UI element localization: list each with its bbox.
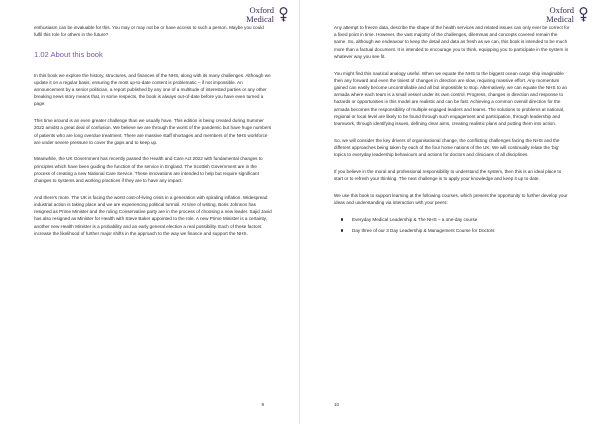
- logo-line1: Oxford: [549, 5, 574, 15]
- right-page: [300, 0, 600, 424]
- body-paragraph: Meanwhile, the UK Government has recently passed the Health and Care Act 2022 with fundamental changes to principles which have been guiding the function of the service in England. The Scottish Government are in the process of creating a new National Care Service. These innovations are intended to help but require significant changes to systems and working practices if they are to have any impact.: [34, 156, 263, 184]
- right-page-body: [334, 24, 570, 234]
- oxford-medical-logo: [246, 6, 290, 23]
- left-page-body: [34, 24, 272, 237]
- logo-line2: Medical: [546, 13, 574, 24]
- logo-line2: Medical: [246, 13, 274, 24]
- course-label: Day three of our 3 Day Leadership & Management Course for Doctors: [352, 227, 495, 233]
- oxford-medical-logo: [546, 6, 590, 23]
- course-list-item: [341, 216, 570, 223]
- body-paragraph: So, we will consider the key drivers of organisational change, the conflicting challenges facing the NHS and the different approaches being taken by each of the four home nations of the UK. We will continually relate the 'big' topics to everyday leadership behaviours and actions for doctors and clinicians of all disciplines.: [334, 137, 560, 158]
- bullet-icon: [341, 229, 343, 231]
- course-list: [334, 216, 570, 234]
- oxford-medical-emblem-icon: [277, 6, 290, 22]
- course-label: Everyday Medical Leadership & The NHS – a one-day course: [352, 216, 478, 222]
- logo-line1: Oxford: [249, 5, 274, 15]
- page-number: 9: [261, 402, 264, 407]
- course-list-item: [341, 227, 570, 234]
- body-paragraph: Any attempt to freeze data, describe the shape of the health services and related issues can only ever be correct for a fixed point in time. However, the vast majority of the challenges, dilemmas and concepts covered remain the same. So, although we endeavour to keep the detail and data as fresh as we can, this book is intended to be much more than a factual document. It is intended to encourage you to think, equipping you to participate in the system in whatever way you see fit.: [334, 25, 570, 59]
- body-paragraph: You might find this nautical analogy useful. When we equate the NHS to the biggest ocean cargo ship imaginable then any forward and even the tiniest of changes in direction are slow, requiring massive effort. Any momentum gained can easily become uncontrollable and all but impossible to stop. Alternatively, we can equate the NHS to an armada where each team is a small vessel under its own control. Progress, changes in direction and response to hazards or opportunities in this model are realistic and can be fast. Achieving a common overall direction for the armada becomes the responsibility of multiple engaged leaders and teams. The solutions to problems at national, regional or local level are likely to be found through such engagement and participation, through leadership and teamwork, through identifying issues, defining clear aims, creating realistic plans and putting them into action.: [334, 70, 568, 126]
- body-paragraph: This time around is an even greater challenge than we usually have. This edition is being created during Summer 2022 amidst a great deal of confusion. We believe we are through the worst of the pandemic but have huge numbers of patients who are long overdue treatment. There are massive staff shortages and members of the NHS workforce are under severe pressure to cover the gaps and to keep up.: [34, 118, 272, 145]
- body-paragraph: In this book we explore the history, structures, and finances of the NHS, along with its many challenges. Although we update it on a regular basis, ensuring the most up-to-date content is problematic – if not impossible. An announcement by a senior politician, a report published by any one of a multitude of interested parties or any other breaking news story means that, in some respects, the book is always out-of-date before you have even turned a page.: [34, 72, 271, 107]
- oxford-medical-emblem-icon: [577, 6, 590, 22]
- page-number: 10: [334, 402, 340, 407]
- body-paragraph: If you believe in the moral and professional responsibility to understand the system, then this is an ideal place to start or to refresh your thinking. The next challenge is to apply your knowledge and keep it up to date.: [334, 168, 562, 181]
- body-paragraph: And there's more. The UK is facing the worst cost-of-living crisis in a generation with spiraling inflation. Widespread industrial action is taking place and we are experiencing political turmoil. At time of writing, Boris Johnson has resigned as Prime Minister and the ruling Conservative party are in the process of choosing a new leader. Sajid Javid has also resigned as Minister for Health with Steve Baker appointed to the role. A new Prime Minister is a certainty, another new Health Minister is a probability and an early general election a real possibility. Each of these factors increase the likelihood of further major shifts in the approach to the way we finance and support the NHS.: [34, 194, 272, 236]
- section-heading: 1.02 About this book: [34, 50, 103, 60]
- body-paragraph: We use this book to support learning at the following courses, which present the opportunity to further develop your ideas and understanding via interaction with your peers:: [334, 192, 568, 205]
- bullet-icon: [341, 218, 343, 220]
- intro-paragraph: enthusiasm can be invaluable for this. You may or may not be or have access to such a person. Maybe you could fulfil this role for others in the future?: [34, 25, 264, 38]
